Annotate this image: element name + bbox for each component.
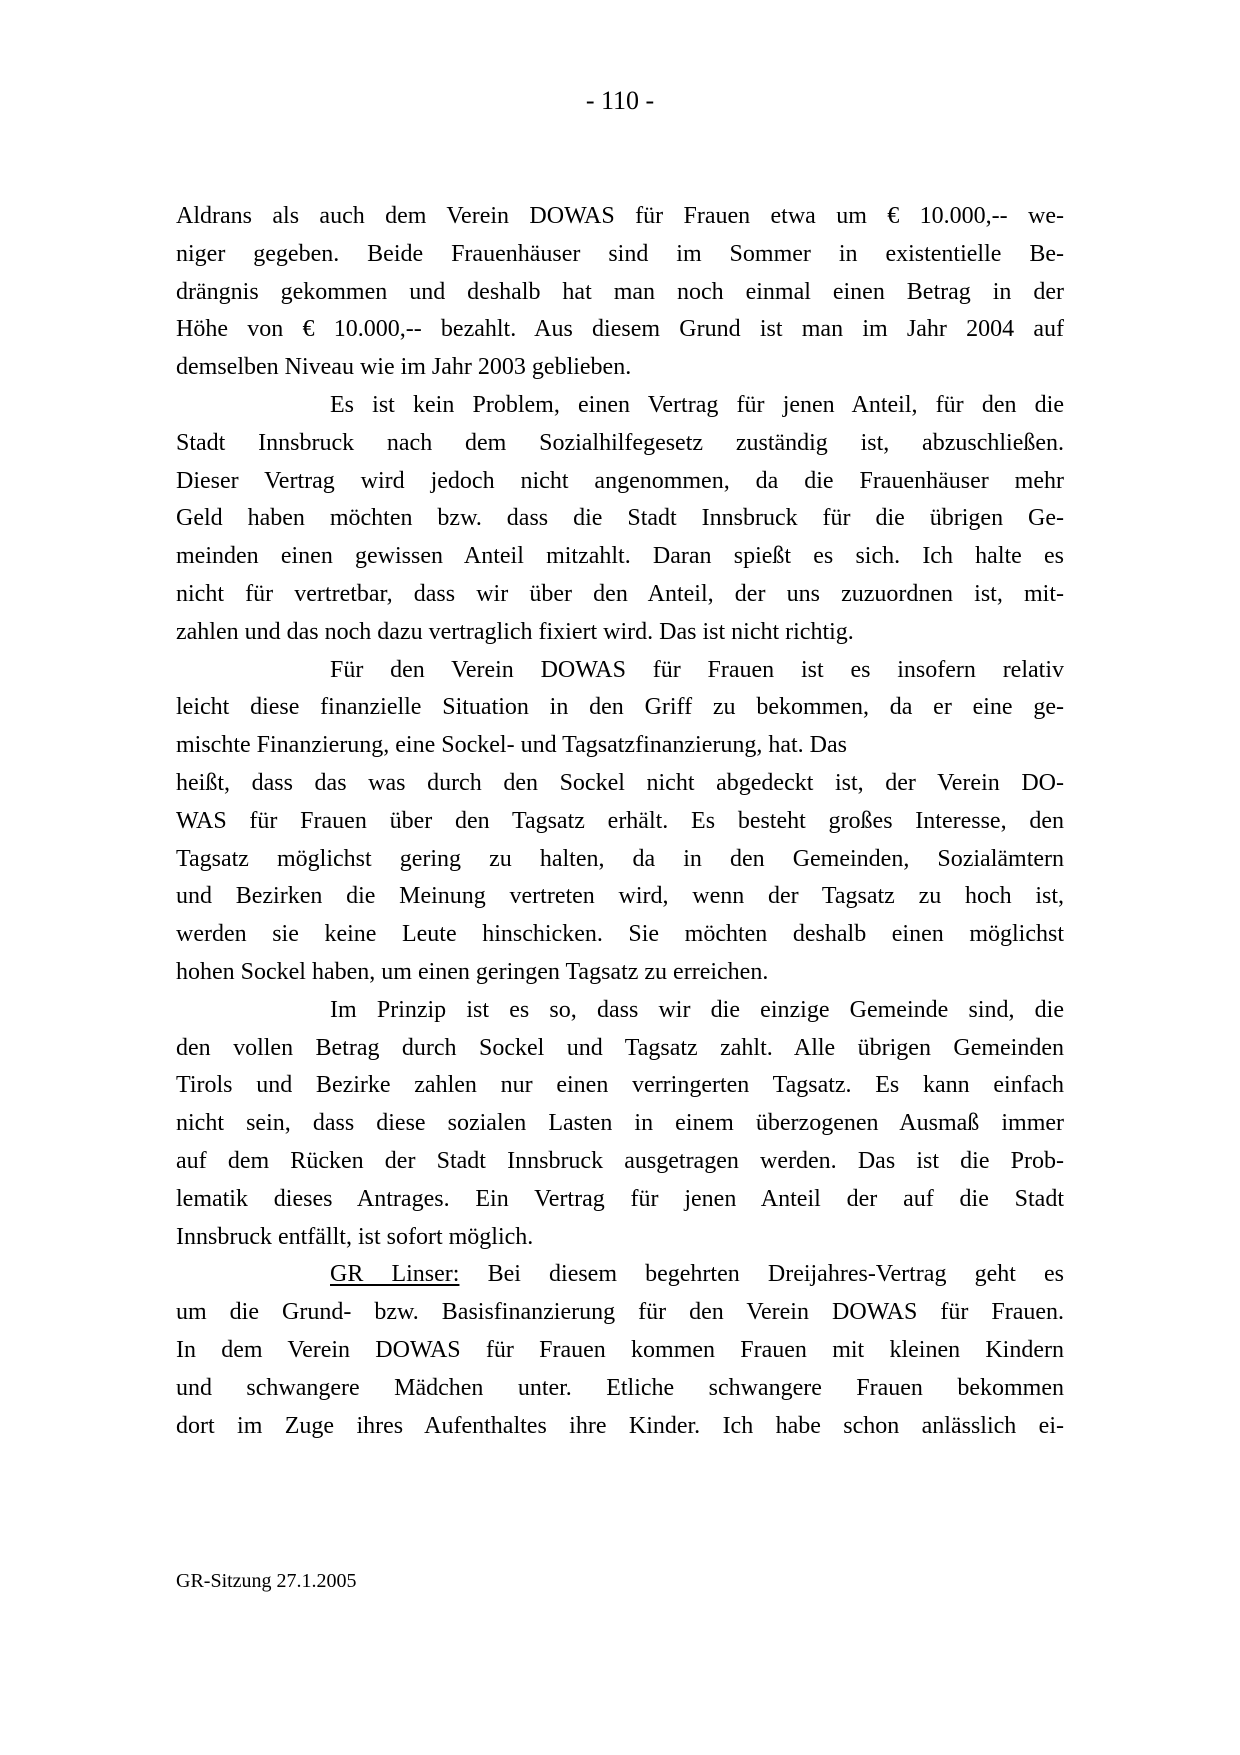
text-line [176, 1067, 1064, 1105]
text-segment: hohen Sockel haben, um einen geringen Tagsatz zu erreichen. [176, 958, 769, 985]
text-segment: WAS für Frauen über den Tagsatz erhält. Es besteht großes Interesse, den [176, 807, 1064, 834]
text-line [176, 954, 1064, 992]
text-line [176, 1105, 1064, 1143]
text-segment: nicht für vertretbar, dass wir über den Anteil, der uns zuzuordnen ist, mit- [176, 580, 1064, 607]
text-line [176, 1256, 1064, 1294]
text-segment: Innsbruck entfällt, ist sofort möglich. [176, 1223, 534, 1250]
text-segment: Für den Verein DOWAS für Frauen ist es insofern relativ [330, 656, 1064, 683]
text-segment: niger gegeben. Beide Frauenhäuser sind im Sommer in existentielle Be- [176, 240, 1064, 267]
footer-session-label: GR-Sitzung 27.1.2005 [176, 1570, 357, 1592]
text-line [176, 689, 1064, 727]
text-line [176, 878, 1064, 916]
text-segment: und Bezirken die Meinung vertreten wird, wenn der Tagsatz zu hoch ist, [176, 883, 1064, 910]
text-segment: Höhe von € 10.000,-- bezahlt. Aus diesem Grund ist man im Jahr 2004 auf [176, 316, 1064, 343]
text-line [176, 1219, 1064, 1257]
text-line [176, 274, 1064, 312]
text-line [176, 1370, 1064, 1408]
text-segment: um die Grund- bzw. Basisfinanzierung für den Verein DOWAS für Frauen. [176, 1299, 1064, 1326]
text-segment: heißt, dass das was durch den Sockel nicht abgedeckt ist, der Verein DO- [176, 769, 1064, 796]
text-segment: werden sie keine Leute hinschicken. Sie möchten deshalb einen möglichst [176, 921, 1064, 948]
text-line [176, 236, 1064, 274]
text-segment: und schwangere Mädchen unter. Etliche schwangere Frauen bekommen [176, 1374, 1064, 1401]
text-line [176, 992, 1064, 1030]
text-line [176, 198, 1064, 236]
text-line [176, 576, 1064, 614]
text-line [176, 841, 1064, 879]
text-segment: nicht sein, dass diese sozialen Lasten in einem überzogenen Ausmaß immer [176, 1110, 1064, 1137]
text-segment: leicht diese finanzielle Situation in den Griff zu bekommen, da er eine ge- [176, 694, 1064, 721]
page-number: - 110 - [585, 86, 655, 115]
text-segment: zahlen und das noch dazu vertraglich fixiert wird. Das ist nicht richtig. [176, 618, 854, 645]
text-line [176, 1181, 1064, 1219]
text-segment: In dem Verein DOWAS für Frauen kommen Frauen mit kleinen Kindern [176, 1336, 1064, 1363]
text-segment: Tagsatz möglichst gering zu halten, da in den Gemeinden, Sozialämtern [176, 845, 1064, 872]
text-segment: Geld haben möchten bzw. dass die Stadt Innsbruck für die übrigen Ge- [176, 505, 1064, 532]
text-line [176, 765, 1064, 803]
text-line [176, 311, 1064, 349]
text-segment: Aldrans als auch dem Verein DOWAS für Frauen etwa um € 10.000,-- we- [176, 203, 1064, 229]
text-line [176, 538, 1064, 576]
text-line [176, 387, 1064, 425]
text-block [176, 198, 1064, 1445]
speaker-name: GR Linser: [330, 1261, 460, 1288]
text-segment: lematik dieses Antrages. Ein Vertrag für jenen Anteil der auf die Stadt [176, 1185, 1064, 1212]
text-segment: den vollen Betrag durch Sockel und Tagsatz zahlt. Alle übrigen Gemeinden [176, 1034, 1064, 1061]
text-line [176, 1143, 1064, 1181]
text-segment: Im Prinzip ist es so, dass wir die einzige Gemeinde sind, die [330, 996, 1064, 1023]
text-line [176, 614, 1064, 652]
text-segment: Tirols und Bezirke zahlen nur einen verringerten Tagsatz. Es kann einfach [176, 1072, 1064, 1099]
text-line [176, 463, 1064, 501]
text-line [176, 1332, 1064, 1370]
text-line [176, 652, 1064, 690]
text-line [176, 1030, 1064, 1068]
text-line [176, 425, 1064, 463]
text-segment: meinden einen gewissen Anteil mitzahlt. Daran spießt es sich. Ich halte es [176, 543, 1064, 570]
text-segment: demselben Niveau wie im Jahr 2003 geblieben. [176, 354, 632, 381]
text-line [176, 1294, 1064, 1332]
text-segment: dort im Zuge ihres Aufenthaltes ihre Kinder. Ich habe schon anlässlich ei- [176, 1412, 1064, 1439]
text-segment: Es ist kein Problem, einen Vertrag für jenen Anteil, für den die [330, 391, 1064, 418]
text-segment: drängnis gekommen und deshalb hat man noch einmal einen Betrag in der [176, 278, 1064, 305]
text-line [176, 1408, 1064, 1446]
text-line [176, 803, 1064, 841]
text-segment: Stadt Innsbruck nach dem Sozialhilfegesetz zuständig ist, abzuschließen. [176, 429, 1064, 456]
text-line [176, 349, 1064, 387]
text-segment: Dieser Vertrag wird jedoch nicht angenommen, da die Frauenhäuser mehr [176, 467, 1064, 494]
text-segment: Bei diesem begehrten Dreijahres-Vertrag geht es [459, 1261, 1064, 1288]
text-line [176, 727, 1064, 765]
text-segment: auf dem Rücken der Stadt Innsbruck ausgetragen werden. Das ist die Prob- [176, 1147, 1064, 1174]
text-line [176, 916, 1064, 954]
text-line [176, 500, 1064, 538]
text-segment: mischte Finanzierung, eine Sockel- und Tagsatzfinanzierung, hat. Das [176, 732, 848, 759]
